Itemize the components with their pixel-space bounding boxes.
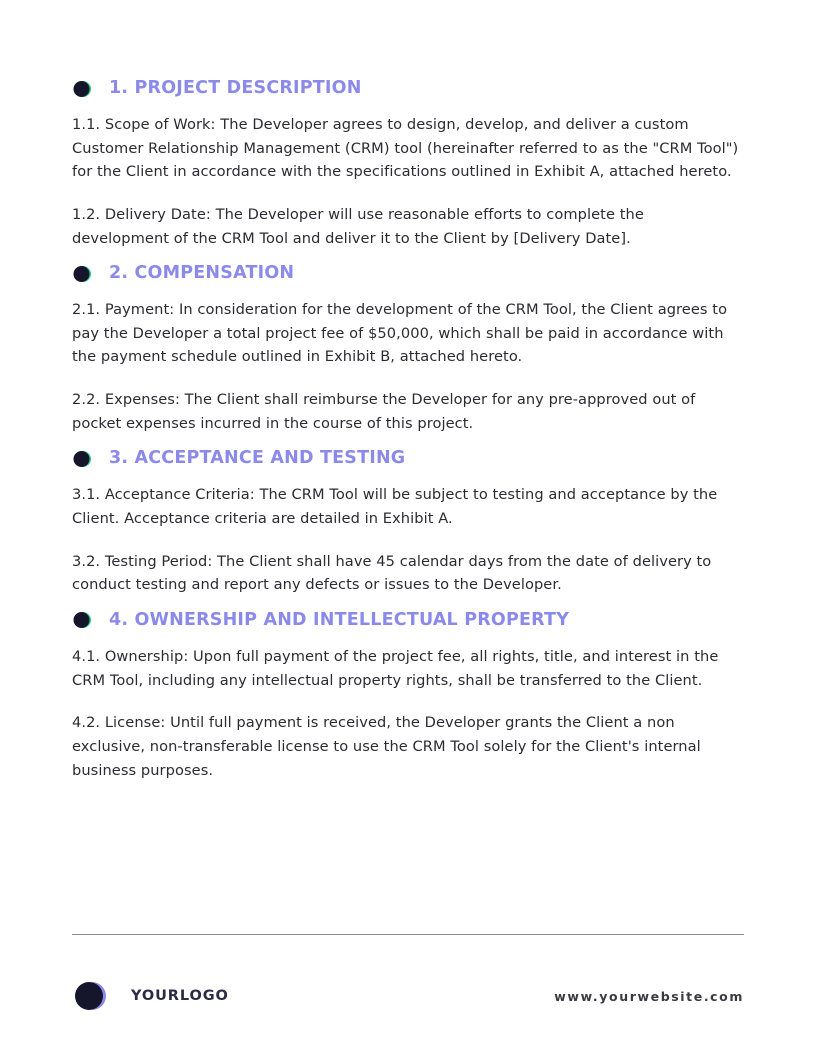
section-2-paragraph-2: 2.2. Expenses: The Client shall reimburse the Developer for any pre-approved out of pocket expenses incurred in the course of this project. <box>72 391 696 432</box>
section-3-paragraph-1: 3.1. Acceptance Criteria: The CRM Tool will be subject to testing and acceptance by the Client. Acceptance criteria are detailed in Exhibit A. <box>72 486 718 528</box>
section-1 <box>72 78 744 250</box>
page-footer <box>72 975 744 1017</box>
footer-logo <box>72 979 229 1013</box>
circle-crescent-icon <box>72 264 98 284</box>
circle-crescent-icon <box>72 79 98 99</box>
footer-website: www.yourwebsite.com <box>554 988 744 1004</box>
section-4-title: 4. OWNERSHIP AND INTELLECTUAL PROPERTY <box>109 609 570 630</box>
section-1-heading <box>72 78 744 99</box>
section-3-title: 3. ACCEPTANCE AND TESTING <box>109 448 406 469</box>
section-4 <box>72 610 744 782</box>
circle-crescent-icon <box>72 449 98 469</box>
section-2-paragraph-1: 2.1. Payment: In consideration for the development of the CRM Tool, the Client agrees to pay the Developer a total project fee of $50,000, which shall be paid in accordance with the payment schedule outlined in Exhibit B, attached hereto. <box>72 301 728 366</box>
section-1-title: 1. PROJECT DESCRIPTION <box>109 78 362 98</box>
section-4-paragraph-2: 4.2. License: Until full payment is received, the Developer grants the Client a non exclusive, non-transferable license to use the CRM Tool solely for the Client's internal business purposes. <box>72 714 701 779</box>
section-4-heading <box>72 610 744 631</box>
section-2 <box>72 263 744 435</box>
section-3 <box>72 448 744 597</box>
section-1-paragraph-2: 1.2. Delivery Date: The Developer will use reasonable efforts to complete the development of the CRM Tool and deliver it to the Client by [Delivery Date]. <box>72 205 644 247</box>
logo-text: YOURLOGO <box>131 988 229 1004</box>
circle-crescent-logo-icon <box>72 979 118 1013</box>
section-4-paragraph-1: 4.1. Ownership: Upon full payment of the project fee, all rights, title, and interest in the CRM Tool, including any intellectual property rights, shall be transferred to the Client. <box>72 647 719 689</box>
section-3-heading <box>72 448 744 469</box>
section-2-title: 2. COMPENSATION <box>109 263 295 284</box>
footer-divider <box>72 934 744 935</box>
circle-crescent-icon <box>72 610 98 630</box>
section-2-heading <box>72 263 744 284</box>
section-1-paragraph-1: 1.1. Scope of Work: The Developer agrees to design, develop, and deliver a custom Customer Relationship Management (CRM) tool (hereinafter referred to as the "CRM Tool") for the Client in accordance with the specifications outlined in Exhibit A, attached hereto. <box>72 116 739 181</box>
section-3-paragraph-2: 3.2. Testing Period: The Client shall have 45 calendar days from the date of delivery to conduct testing and report any defects or issues to the Developer. <box>72 552 712 594</box>
document-content <box>72 78 744 801</box>
